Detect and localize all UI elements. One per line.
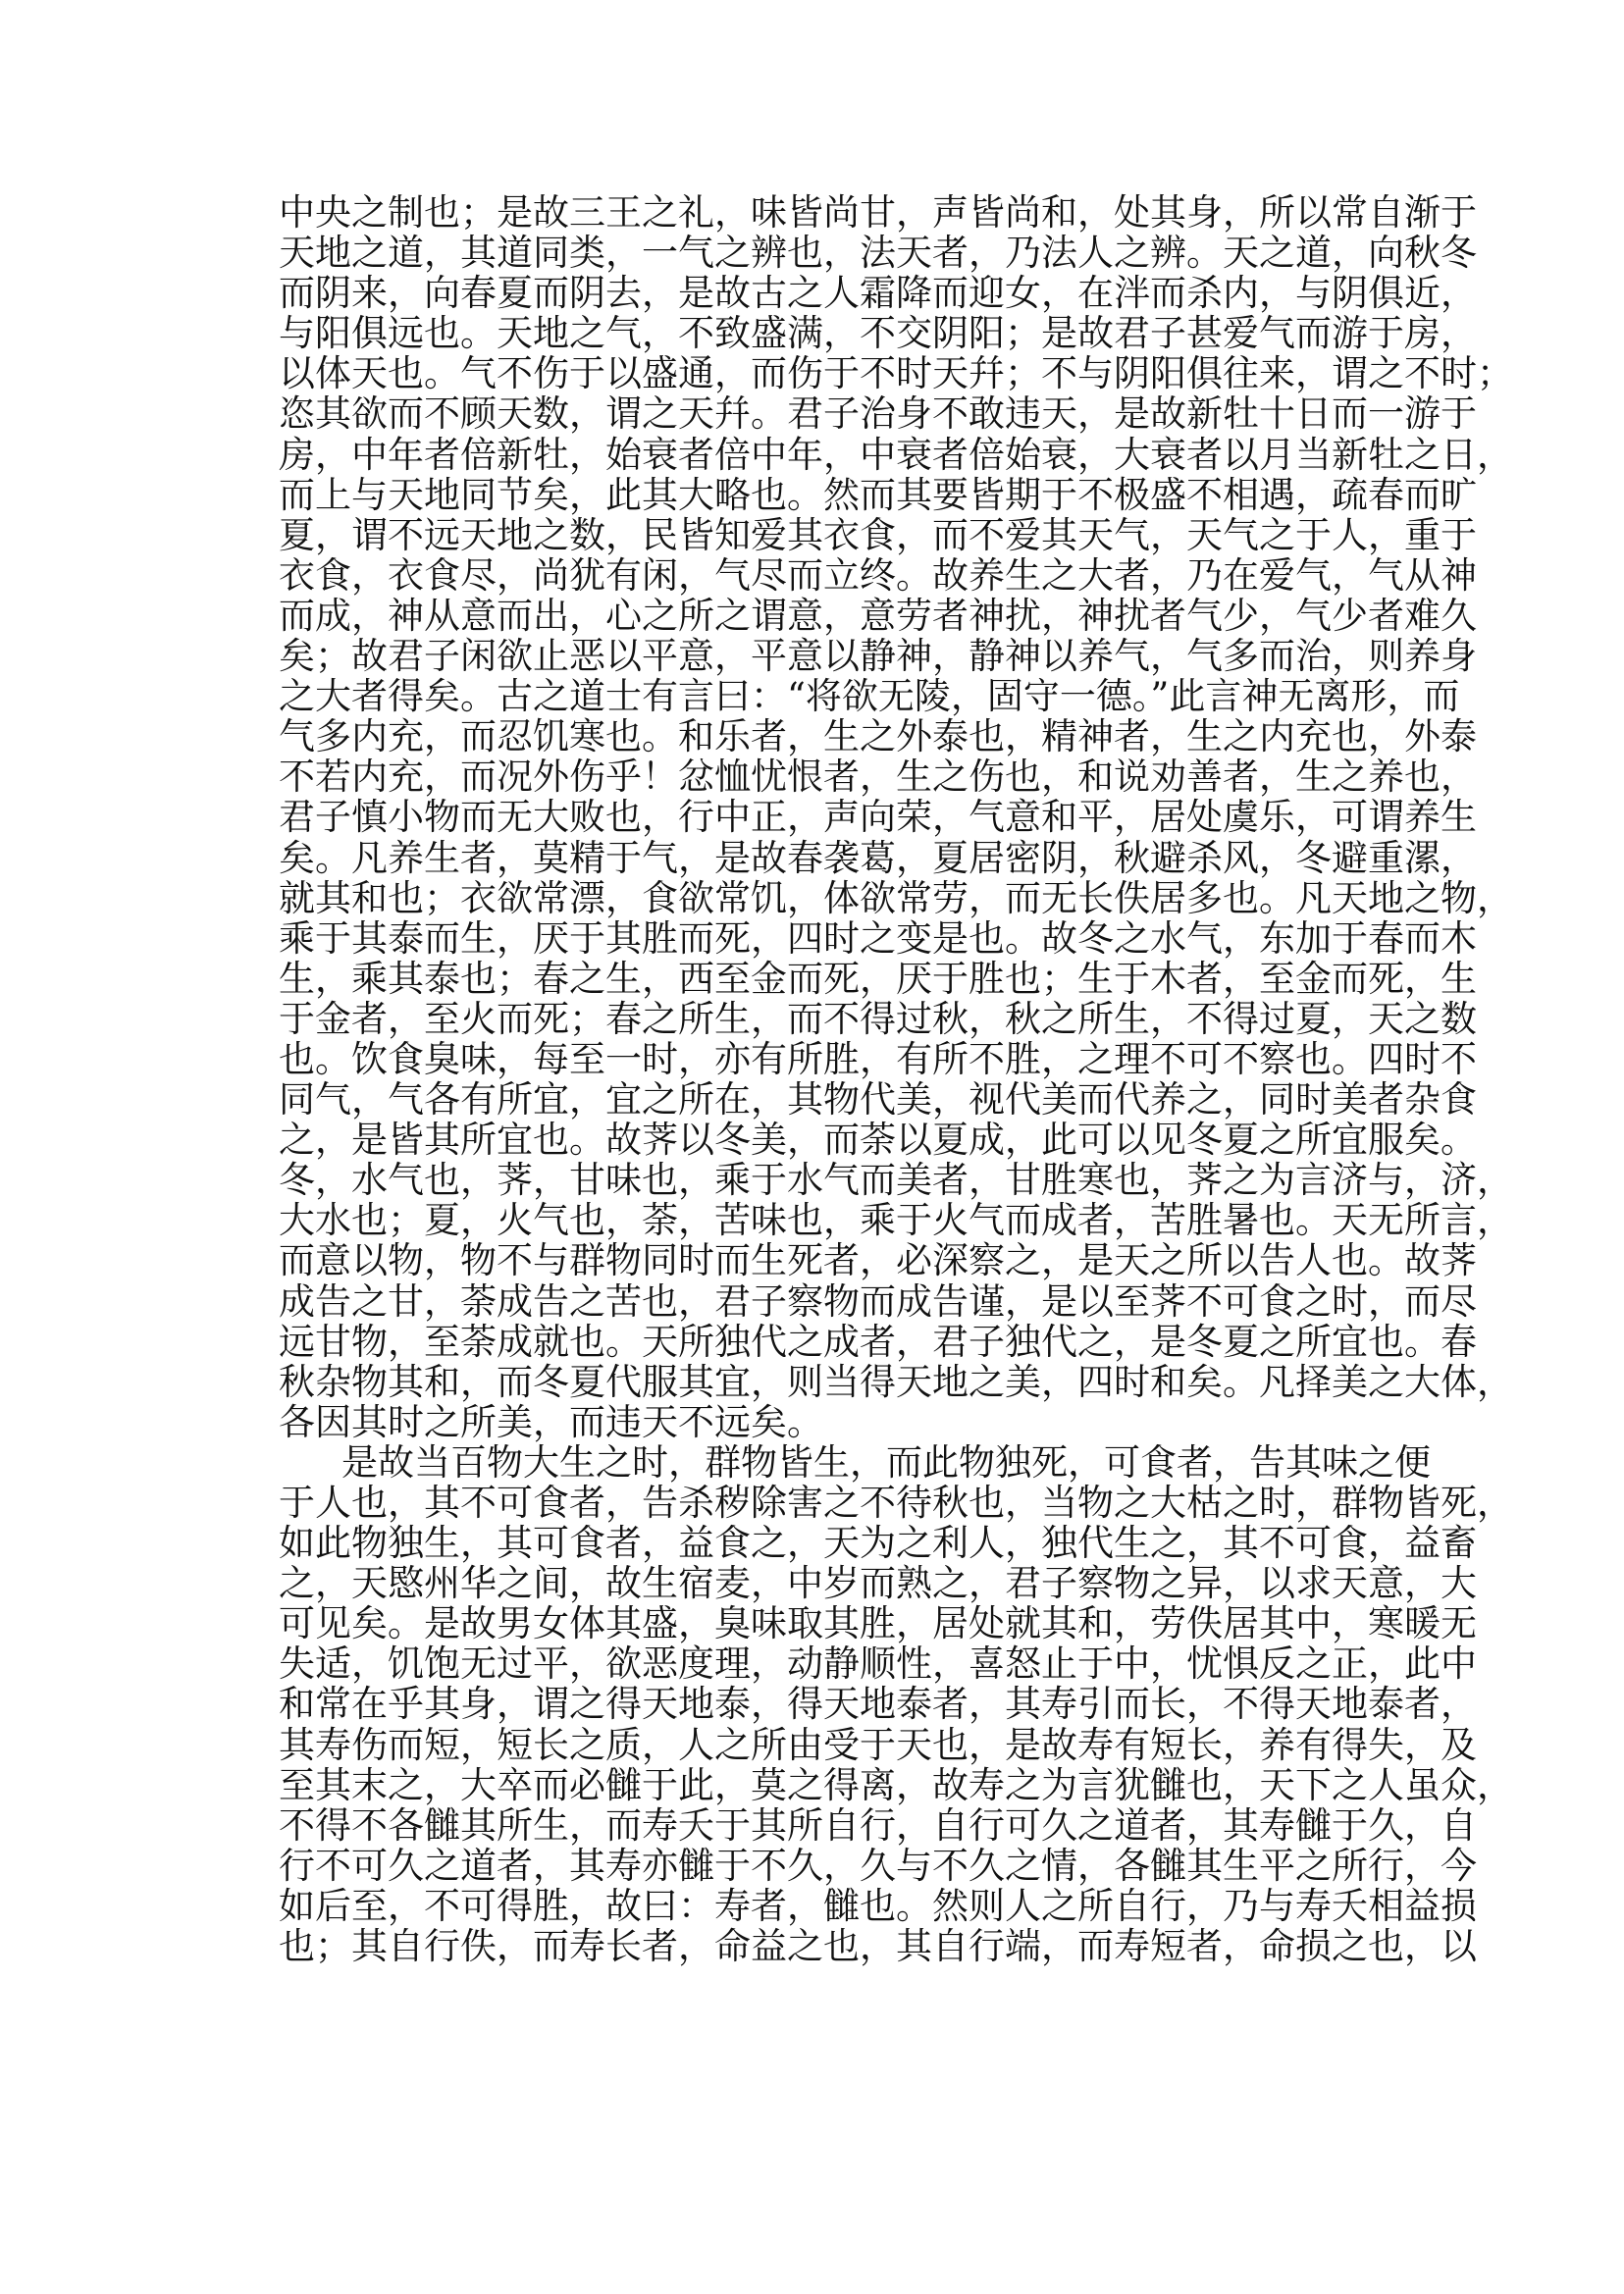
text-line: 矣。凡养生者，莫精于气，是故春袭葛，夏居密阴，秋避杀风，冬避重漯， (279, 836, 1477, 879)
text-line: 之，天愍州华之间，故生宿麦，中岁而熟之，君子察物之异，以求天意，大 (279, 1562, 1477, 1605)
paragraph (279, 191, 1513, 1443)
text-line: 就其和也；衣欲常漂，食欲常饥，体欲常劳，而无长佚居多也。凡天地之物， (279, 876, 1513, 919)
text-line: 之，是皆其所宜也。故荠以冬美，而荼以夏成，此可以见冬夏之所宜服矣。 (279, 1119, 1477, 1162)
text-line: 如后至，不可得胜，故曰：寿者，雠也。然则人之所自行，乃与寿夭相益损 (279, 1884, 1477, 1927)
text-line: 以体天也。气不伤于以盛通，而伤于不时天幷；不与阴阳俱往来，谓之不时； (279, 352, 1513, 395)
text-line: 不得不各雠其所生，而寿夭于其所自行，自行可久之道者，其寿雠于久，自 (279, 1803, 1477, 1847)
text-line: 衣食，衣食尽，尚犹有闲，气尽而立终。故养生之大者，乃在爱气，气从神 (279, 553, 1477, 597)
text-line: 各因其时之所美，而违天不远矣。 (279, 1400, 823, 1443)
text-line: 夏，谓不远天地之数，民皆知爱其衣食，而不爱其天气，天气之于人，重于 (279, 513, 1477, 556)
text-line: 冬，水气也，荠，甘味也，乘于水气而美者，甘胜寒也，荠之为言济与，济， (279, 1159, 1513, 1202)
text-line: 至其末之，大卒而必雠于此，莫之得离，故寿之为言犹雠也，天下之人虽众， (279, 1763, 1513, 1806)
text-line: 也；其自行佚，而寿长者，命益之也，其自行端，而寿短者，命损之也，以 (279, 1925, 1477, 1968)
paragraph (279, 1440, 1513, 1968)
document-body (279, 191, 1513, 1968)
text-line: 矣；故君子闲欲止恶以平意，平意以静神，静神以养气，气多而治，则养身 (279, 635, 1477, 678)
text-line: 而上与天地同节矣，此其大略也。然而其要皆期于不极盛不相遇，疏春而旷 (279, 473, 1477, 516)
text-line: 同气，气各有所宜，宜之所在，其物代美，视代美而代养之，同时美者杂食 (279, 1078, 1477, 1121)
text-line: 君子慎小物而无大败也，行中正，声向荣，气意和平，居处虞乐，可谓养生 (279, 796, 1477, 839)
text-line: 中央之制也；是故三王之礼，味皆尚甘，声皆尚和，处其身，所以常自渐于 (279, 191, 1477, 234)
text-line: 房，中年者倍新牡，始衰者倍中年，中衰者倍始衰，大衰者以月当新牡之日， (279, 433, 1513, 476)
text-line: 和常在乎其身，谓之得天地泰，得天地泰者，其寿引而长，不得天地泰者， (279, 1683, 1477, 1726)
text-line: 其寿伤而短，短长之质，人之所由受于天也，是故寿有短长，养有得失，及 (279, 1723, 1477, 1766)
text-line: 行不可久之道者，其寿亦雠于不久，久与不久之情，各雠其生平之所行，今 (279, 1844, 1477, 1887)
text-line: 生，乘其泰也；春之生，西至金而死，厌于胜也；生于木者，至金而死，生 (279, 957, 1477, 1000)
text-line: 天地之道，其道同类，一气之辨也，法天者，乃法人之辨。天之道，向秋冬 (279, 232, 1477, 275)
text-line: 秋杂物其和，而冬夏代服其宜，则当得天地之美，四时和矣。凡择美之大体， (279, 1360, 1513, 1403)
text-line: 大水也；夏，火气也，荼，苦味也，乘于火气而成者，苦胜暑也。天无所言， (279, 1199, 1513, 1242)
text-line: 是故当百物大生之时，群物皆生，而此物独死，可食者，告其味之便 (341, 1440, 1431, 1484)
text-line: 而阴来，向春夏而阴去，是故古之人霜降而迎女，在泮而杀内，与阴俱近， (279, 272, 1477, 315)
text-line: 于金者，至火而死；春之所生，而不得过秋，秋之所生，不得过夏，天之数 (279, 997, 1477, 1040)
text-line: 乘于其泰而生，厌于其胜而死，四时之变是也。故冬之水气，东加于春而木 (279, 916, 1477, 960)
text-line: 如此物独生，其可食者，益食之，天为之利人，独代生之，其不可食，益畜 (279, 1522, 1477, 1565)
text-line: 而意以物，物不与群物同时而生死者，必深察之，是天之所以告人也。故荠 (279, 1239, 1477, 1282)
text-line: 成告之甘，荼成告之苦也，君子察物而成告谨，是以至荠不可食之时，而尽 (279, 1279, 1477, 1323)
text-line: 与阳俱远也。天地之气，不致盛满，不交阴阳；是故君子甚爱气而游于房， (279, 312, 1477, 355)
text-line: 不若内充，而况外伤乎！忿恤忧恨者，生之伤也，和说劝善者，生之养也， (279, 756, 1477, 799)
text-line: 远甘物，至荼成就也。天所独代之成者，君子独代之，是冬夏之所宜也。春 (279, 1320, 1477, 1363)
text-line: 于人也，其不可食者，告杀秽除害之不待秋也，当物之大枯之时，群物皆死， (279, 1482, 1513, 1524)
text-line: 而成，神从意而出，心之所之谓意，意劳者神扰，神扰者气少，气少者难久 (279, 594, 1477, 637)
text-line: 失适，饥饱无过平，欲恶度理，动静顺性，喜怒止于中，忧惧反之正，此中 (279, 1642, 1477, 1686)
text-line: 恣其欲而不顾天数，谓之天幷。君子治身不敢违天，是故新牡十日而一游于 (279, 392, 1477, 436)
text-line: 气多内充，而忍饥寒也。和乐者，生之外泰也，精神者，生之内充也，外泰 (279, 715, 1477, 758)
text-line: 也。饮食臭味，每至一时，亦有所胜，有所不胜，之理不可不察也。四时不 (279, 1037, 1477, 1080)
text-line: 可见矣。是故男女体其盛，臭味取其胜，居处就其和，劳佚居其中，寒暖无 (279, 1602, 1477, 1645)
text-line: 之大者得矣。古之道士有言曰：“将欲无陵，固守一德。”此言神无离形，而 (279, 675, 1460, 718)
